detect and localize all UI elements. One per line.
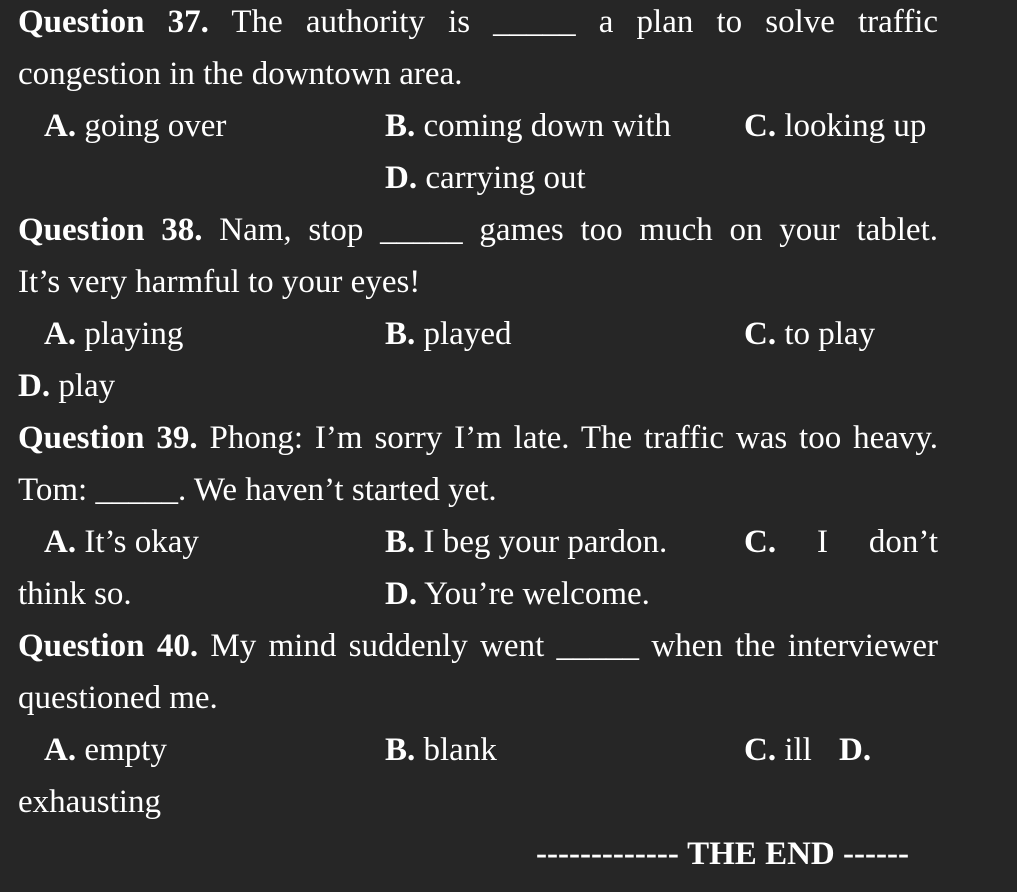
option-text: ill	[784, 732, 812, 768]
question-37-stem-line-2: congestion in the downtown area.	[18, 56, 463, 92]
question-40-stem-line-2: questioned me.	[18, 680, 218, 716]
footer-dashes-left: -------------	[536, 836, 679, 872]
question-38-label: Question 38.	[18, 212, 203, 248]
question-38-option-a[interactable]	[44, 308, 183, 360]
option-label: A.	[44, 316, 77, 352]
question-39-option-b[interactable]	[385, 516, 667, 568]
option-label: B.	[385, 524, 416, 560]
option-text: blank	[423, 732, 497, 768]
question-40-option-d-label[interactable]	[839, 724, 871, 776]
question-40-option-d-text[interactable]: exhausting	[18, 784, 161, 820]
option-label: D.	[385, 576, 418, 612]
option-label: C.	[744, 732, 777, 768]
option-text: carrying out	[425, 160, 586, 196]
question-39-option-c[interactable]	[744, 516, 938, 568]
question-39-option-a[interactable]	[44, 516, 199, 568]
option-label: B.	[385, 316, 416, 352]
footer-dashes-right: ------	[843, 836, 909, 872]
option-text: It’s okay	[84, 524, 199, 560]
question-40-option-c[interactable]	[744, 724, 812, 776]
question-40-stem: My mind suddenly went _____ when the interviewer	[210, 628, 938, 664]
question-40-label: Question 40.	[18, 628, 199, 664]
the-end-footer	[536, 828, 909, 880]
option-label: C.	[744, 316, 777, 352]
question-37-label: Question 37.	[18, 4, 209, 40]
option-text: I beg your pardon.	[423, 524, 668, 560]
option-text: going over	[84, 108, 227, 144]
option-label: B.	[385, 108, 416, 144]
question-37-stem-line-1	[18, 0, 938, 48]
question-39-stem: Phong: I’m sorry I’m late. The traffic was too heavy.	[209, 420, 938, 456]
option-text: You’re welcome.	[424, 576, 650, 612]
option-label: A.	[44, 524, 77, 560]
question-37-stem: The authority is _____ a plan to solve traffic	[231, 4, 939, 40]
question-39-label: Question 39.	[18, 420, 198, 456]
option-label: D.	[385, 160, 418, 196]
question-38-option-c[interactable]	[744, 308, 875, 360]
question-37-option-d[interactable]	[385, 152, 586, 204]
option-text: I don’t	[817, 524, 938, 560]
option-text: playing	[84, 316, 184, 352]
question-40-option-b[interactable]	[385, 724, 497, 776]
question-38-option-d[interactable]	[18, 360, 115, 412]
question-40-option-a[interactable]	[44, 724, 167, 776]
option-label: C.	[744, 524, 777, 560]
question-37-option-b[interactable]	[385, 100, 671, 152]
option-text: coming down with	[423, 108, 671, 144]
option-label: D.	[18, 368, 51, 404]
option-label: B.	[385, 732, 416, 768]
option-label: D.	[839, 732, 872, 768]
option-text: played	[423, 316, 512, 352]
option-label: C.	[744, 108, 777, 144]
option-label: A.	[44, 732, 77, 768]
option-label: A.	[44, 108, 77, 144]
option-text: to play	[784, 316, 876, 352]
question-39-stem-line-2: Tom: _____. We haven’t started yet.	[18, 472, 497, 508]
option-text: play	[58, 368, 116, 404]
question-38-stem-line-1	[18, 204, 938, 256]
question-38-stem: Nam, stop _____ games too much on your tablet.	[219, 212, 938, 248]
question-38-option-b[interactable]	[385, 308, 511, 360]
question-37-option-a[interactable]	[44, 100, 226, 152]
question-39-option-d[interactable]	[385, 568, 650, 620]
question-39-stem-line-1	[18, 412, 938, 464]
footer-end-text: THE END	[687, 836, 835, 872]
question-39-option-c-continued: think so.	[18, 576, 132, 612]
question-38-stem-line-2: It’s very harmful to your eyes!	[18, 264, 421, 300]
question-40-stem-line-1	[18, 620, 938, 672]
option-text: empty	[84, 732, 167, 768]
option-text: looking up	[784, 108, 927, 144]
question-37-option-c[interactable]	[744, 100, 926, 152]
